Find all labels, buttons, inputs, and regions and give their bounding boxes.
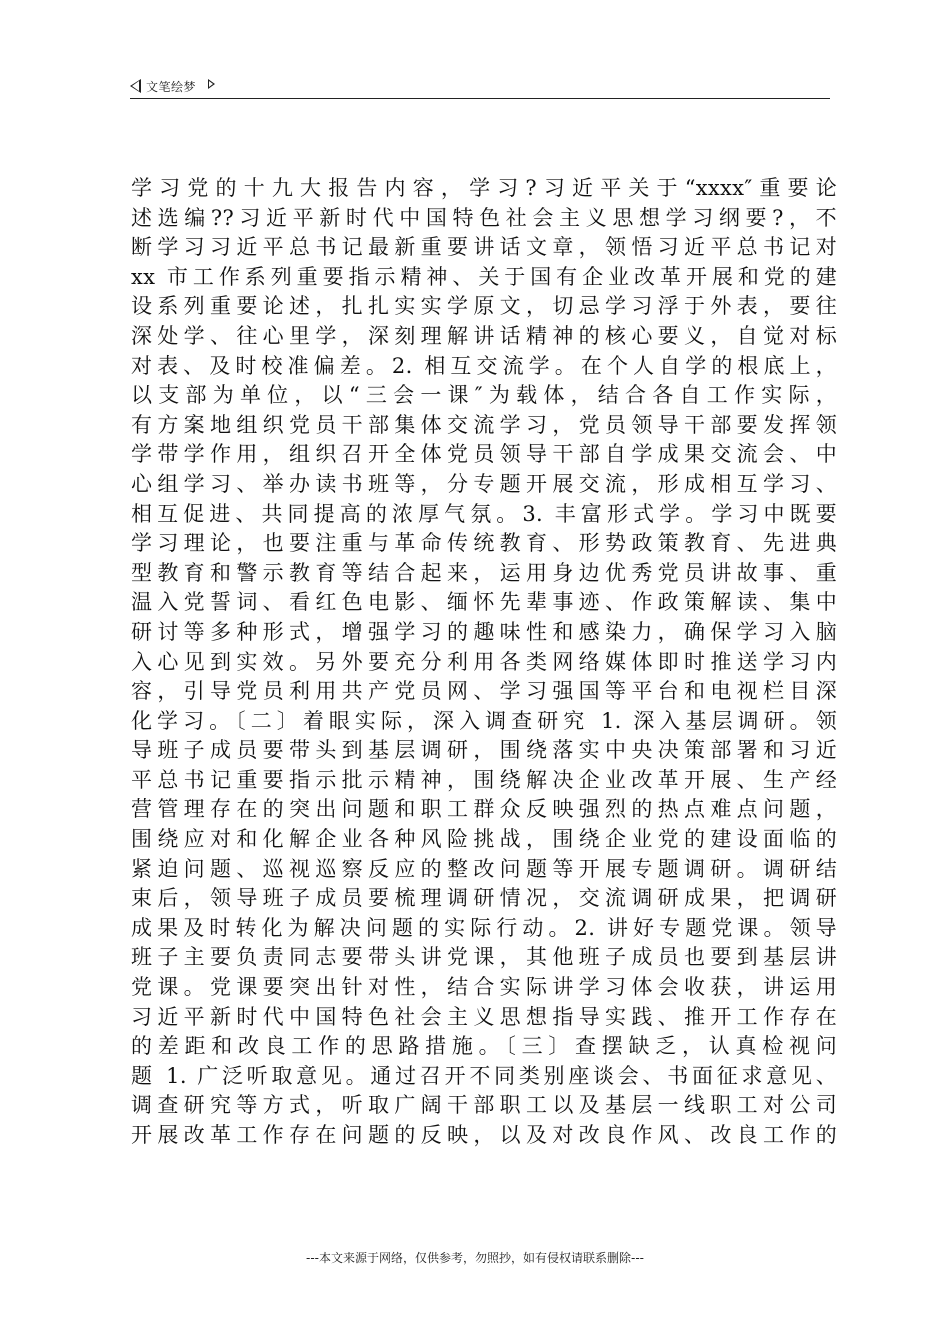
text-line: 班子主要负责同志要带头讲党课，其他班子成员也要到基层讲 xyxy=(131,945,837,970)
text-line: 营管理存在的突出问题和职工群众反映强烈的热点难点问题， xyxy=(131,797,837,822)
text-line: 题 1. 广泛听取意见。通过召开不同类别座谈会、书面征求意见、 xyxy=(131,1063,837,1088)
text-line: 温入党誓词、看红色电影、缅怀先辈事迹、作政策解读、集中 xyxy=(131,590,837,615)
text-line: 有方案地组织党员干部集体交流学习，党员领导干部要发挥领 xyxy=(131,412,837,437)
text-line: 入心见到实效。另外要充分利用各类网络媒体即时推送学习内 xyxy=(131,649,837,674)
text-line: 的差距和改良工作的思路措施。〔三〕查摆缺乏，认真检视问 xyxy=(131,1034,837,1059)
text-line: 述选编??习近平新时代中国特色社会主义思想学习纲要?，不 xyxy=(131,205,837,230)
header-brand: 文笔绘梦 xyxy=(146,79,197,94)
page-header xyxy=(130,74,830,99)
text-line: 学习党的十九大报告内容，学习?习近平关于“xxxx″重要论 xyxy=(131,176,837,200)
text-line: 成果及时转化为解决问题的实际行动。2. 讲好专题党课。领导 xyxy=(131,915,837,940)
text-line: 研讨等多种形式，增强学习的趣味性和感染力，确保学习入脑 xyxy=(131,619,837,644)
triangle-left-icon xyxy=(130,79,141,93)
text-line: 深处学、往心里学，深刻理解讲话精神的核心要义，自觉对标 xyxy=(131,323,837,348)
text-line: 相互促进、共同提高的浓厚气氛。3. 丰富形式学。学习中既要 xyxy=(131,501,837,526)
text-line: 化学习。〔二〕着眼实际，深入调查研究 1. 深入基层调研。领 xyxy=(131,708,837,733)
text-line: 型教育和警示教育等结合起来，运用身边优秀党员讲故事、重 xyxy=(131,560,837,585)
footer-disclaimer: ---本文来源于网络，仅供参考，勿照抄，如有侵权请联系删除--- xyxy=(306,1251,644,1265)
text-line: 容，引导党员利用共产党员网、学习强国等平台和电视栏目深 xyxy=(131,679,837,704)
text-line: 学带学作用，组织召开全体党员领导干部自学成果交流会、中 xyxy=(131,442,837,467)
text-line: 学习理论，也要注重与革命传统教育、形势政策教育、先进典 xyxy=(131,531,837,556)
document-body xyxy=(131,174,837,1151)
text-line: 开展改革工作存在问题的反映，以及对改良作风、改良工作的 xyxy=(131,1123,837,1147)
text-line: 紧迫问题、巡视巡察反应的整改问题等开展专题调研。调研结 xyxy=(131,856,837,881)
text-line: xx 市工作系列重要指示精神、关于国有企业改革开展和党的建 xyxy=(131,264,837,289)
text-line: 围绕应对和化解企业各种风险挑战，围绕企业党的建设面临的 xyxy=(131,827,837,852)
text-line: 心组学习、举办读书班等，分专题开展交流，形成相互学习、 xyxy=(131,471,837,496)
text-line: 党课。党课要突出针对性，结合实际讲学习体会收获，讲运用 xyxy=(131,975,837,1000)
text-line: 导班子成员要带头到基层调研，围绕落实中央决策部署和习近 xyxy=(131,738,837,763)
text-line: 调查研究等方式，听取广阔干部职工以及基层一线职工对公司 xyxy=(131,1093,837,1118)
text-line: 习近平新时代中国特色社会主义思想指导实践、推开工作存在 xyxy=(131,1004,837,1029)
text-line: 以支部为单位，以“三会一课″为载体，结合各自工作实际， xyxy=(131,383,837,408)
text-line: 设系列重要论述，扎扎实实学原文，切忌学习浮于外表，要往 xyxy=(131,294,837,319)
text-line: 对表、及时校准偏差。2. 相互交流学。在个人自学的根底上， xyxy=(131,353,837,378)
triangle-right-icon xyxy=(208,79,215,89)
text-line: 平总书记重要指示批示精神，围绕解决企业改革开展、生产经 xyxy=(131,767,837,792)
text-line: 断学习习近平总书记最新重要讲话文章，领悟习近平总书记对 xyxy=(131,235,837,260)
text-line: 束后，领导班子成员要梳理调研情况，交流调研成果，把调研 xyxy=(131,886,837,911)
